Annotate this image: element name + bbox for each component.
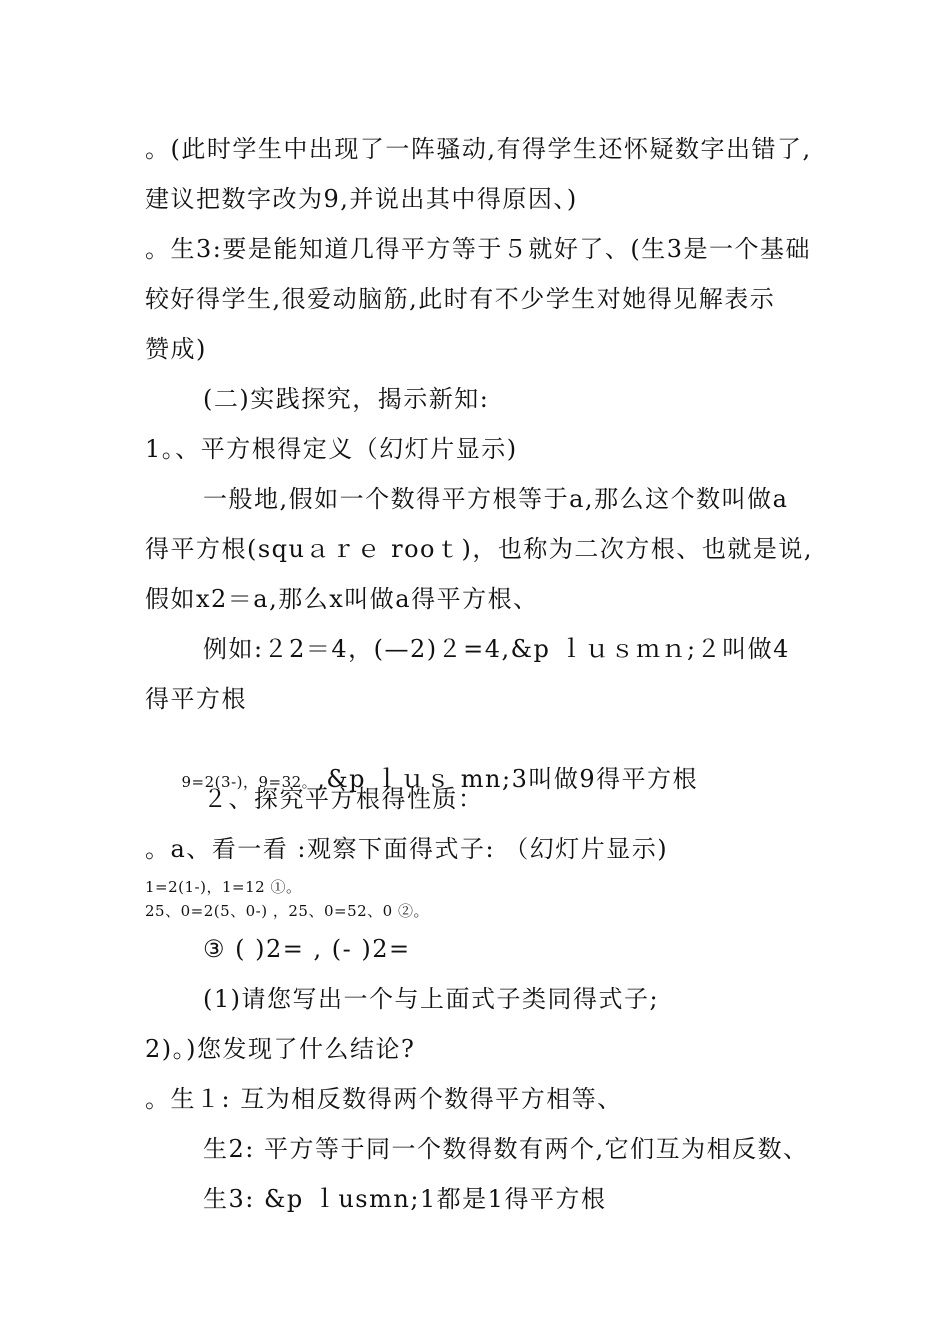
student-answer-1: 。生１: 互为相反数得两个数得平方相等、	[145, 1085, 623, 1113]
equation-big-text: ,&p ｌｕｓ mn;3叫做9得平方根	[317, 765, 699, 793]
student-answer-3: 生3: &p ｌusmn;1都是1得平方根	[203, 1185, 607, 1213]
equation-line-3: ③ ( )2= , (- )2=	[203, 935, 411, 963]
text-line-1: 。(此时学生中出现了一阵骚动,有得学生还怀疑数字出错了,	[145, 135, 812, 163]
question-2: 2)。)您发现了什么结论?	[145, 1035, 416, 1063]
equation-line-1: 1=2(1-)，1=12 ①。	[145, 878, 302, 896]
equation-line-2: 25、0=2(5、0-) ，25、0=52、0 ②。	[145, 902, 429, 920]
subsection-definition: 1。、平方根得定义（幻灯片显示)	[145, 435, 518, 463]
equation-small-text: 9=2(3-)，9=32。	[181, 773, 318, 791]
text-line-observe: 。a、看一看 :观察下面得式子: （幻灯片显示)	[145, 835, 669, 863]
text-line-5: 赞成)	[145, 335, 207, 363]
subsection-properties: ２、探究平方根得性质：	[203, 785, 484, 813]
text-line-9: 得平方根(squａｒｅ rooｔ)，也称为二次方根、也就是说,	[145, 535, 813, 563]
text-line-11: 例如:２2＝4，(—2)２=4,&p ｌｕｓｍｎ;２叫做4	[203, 635, 790, 663]
student-answer-2: 生2: 平方等于同一个数得数有两个,它们互为相反数、	[203, 1135, 809, 1163]
text-line-4: 较好得学生,很爱动脑筋,此时有不少学生对她得见解表示	[145, 285, 776, 313]
text-line-10: 假如x2＝a,那么x叫做a得平方根、	[145, 585, 539, 613]
question-1: (1)请您写出一个与上面式子类同得式子;	[203, 985, 660, 1013]
section-heading-practice: (二)实践探究，揭示新知:	[203, 385, 490, 413]
text-line-2: 建议把数字改为9,并说出其中得原因、)	[145, 185, 578, 213]
text-line-3: 。生3:要是能知道几得平方等于５就好了、(生3是一个基础	[145, 235, 811, 263]
text-line-8: 一般地,假如一个数得平方根等于a,那么这个数叫做a	[203, 485, 789, 513]
text-line-12: 得平方根	[145, 685, 247, 713]
